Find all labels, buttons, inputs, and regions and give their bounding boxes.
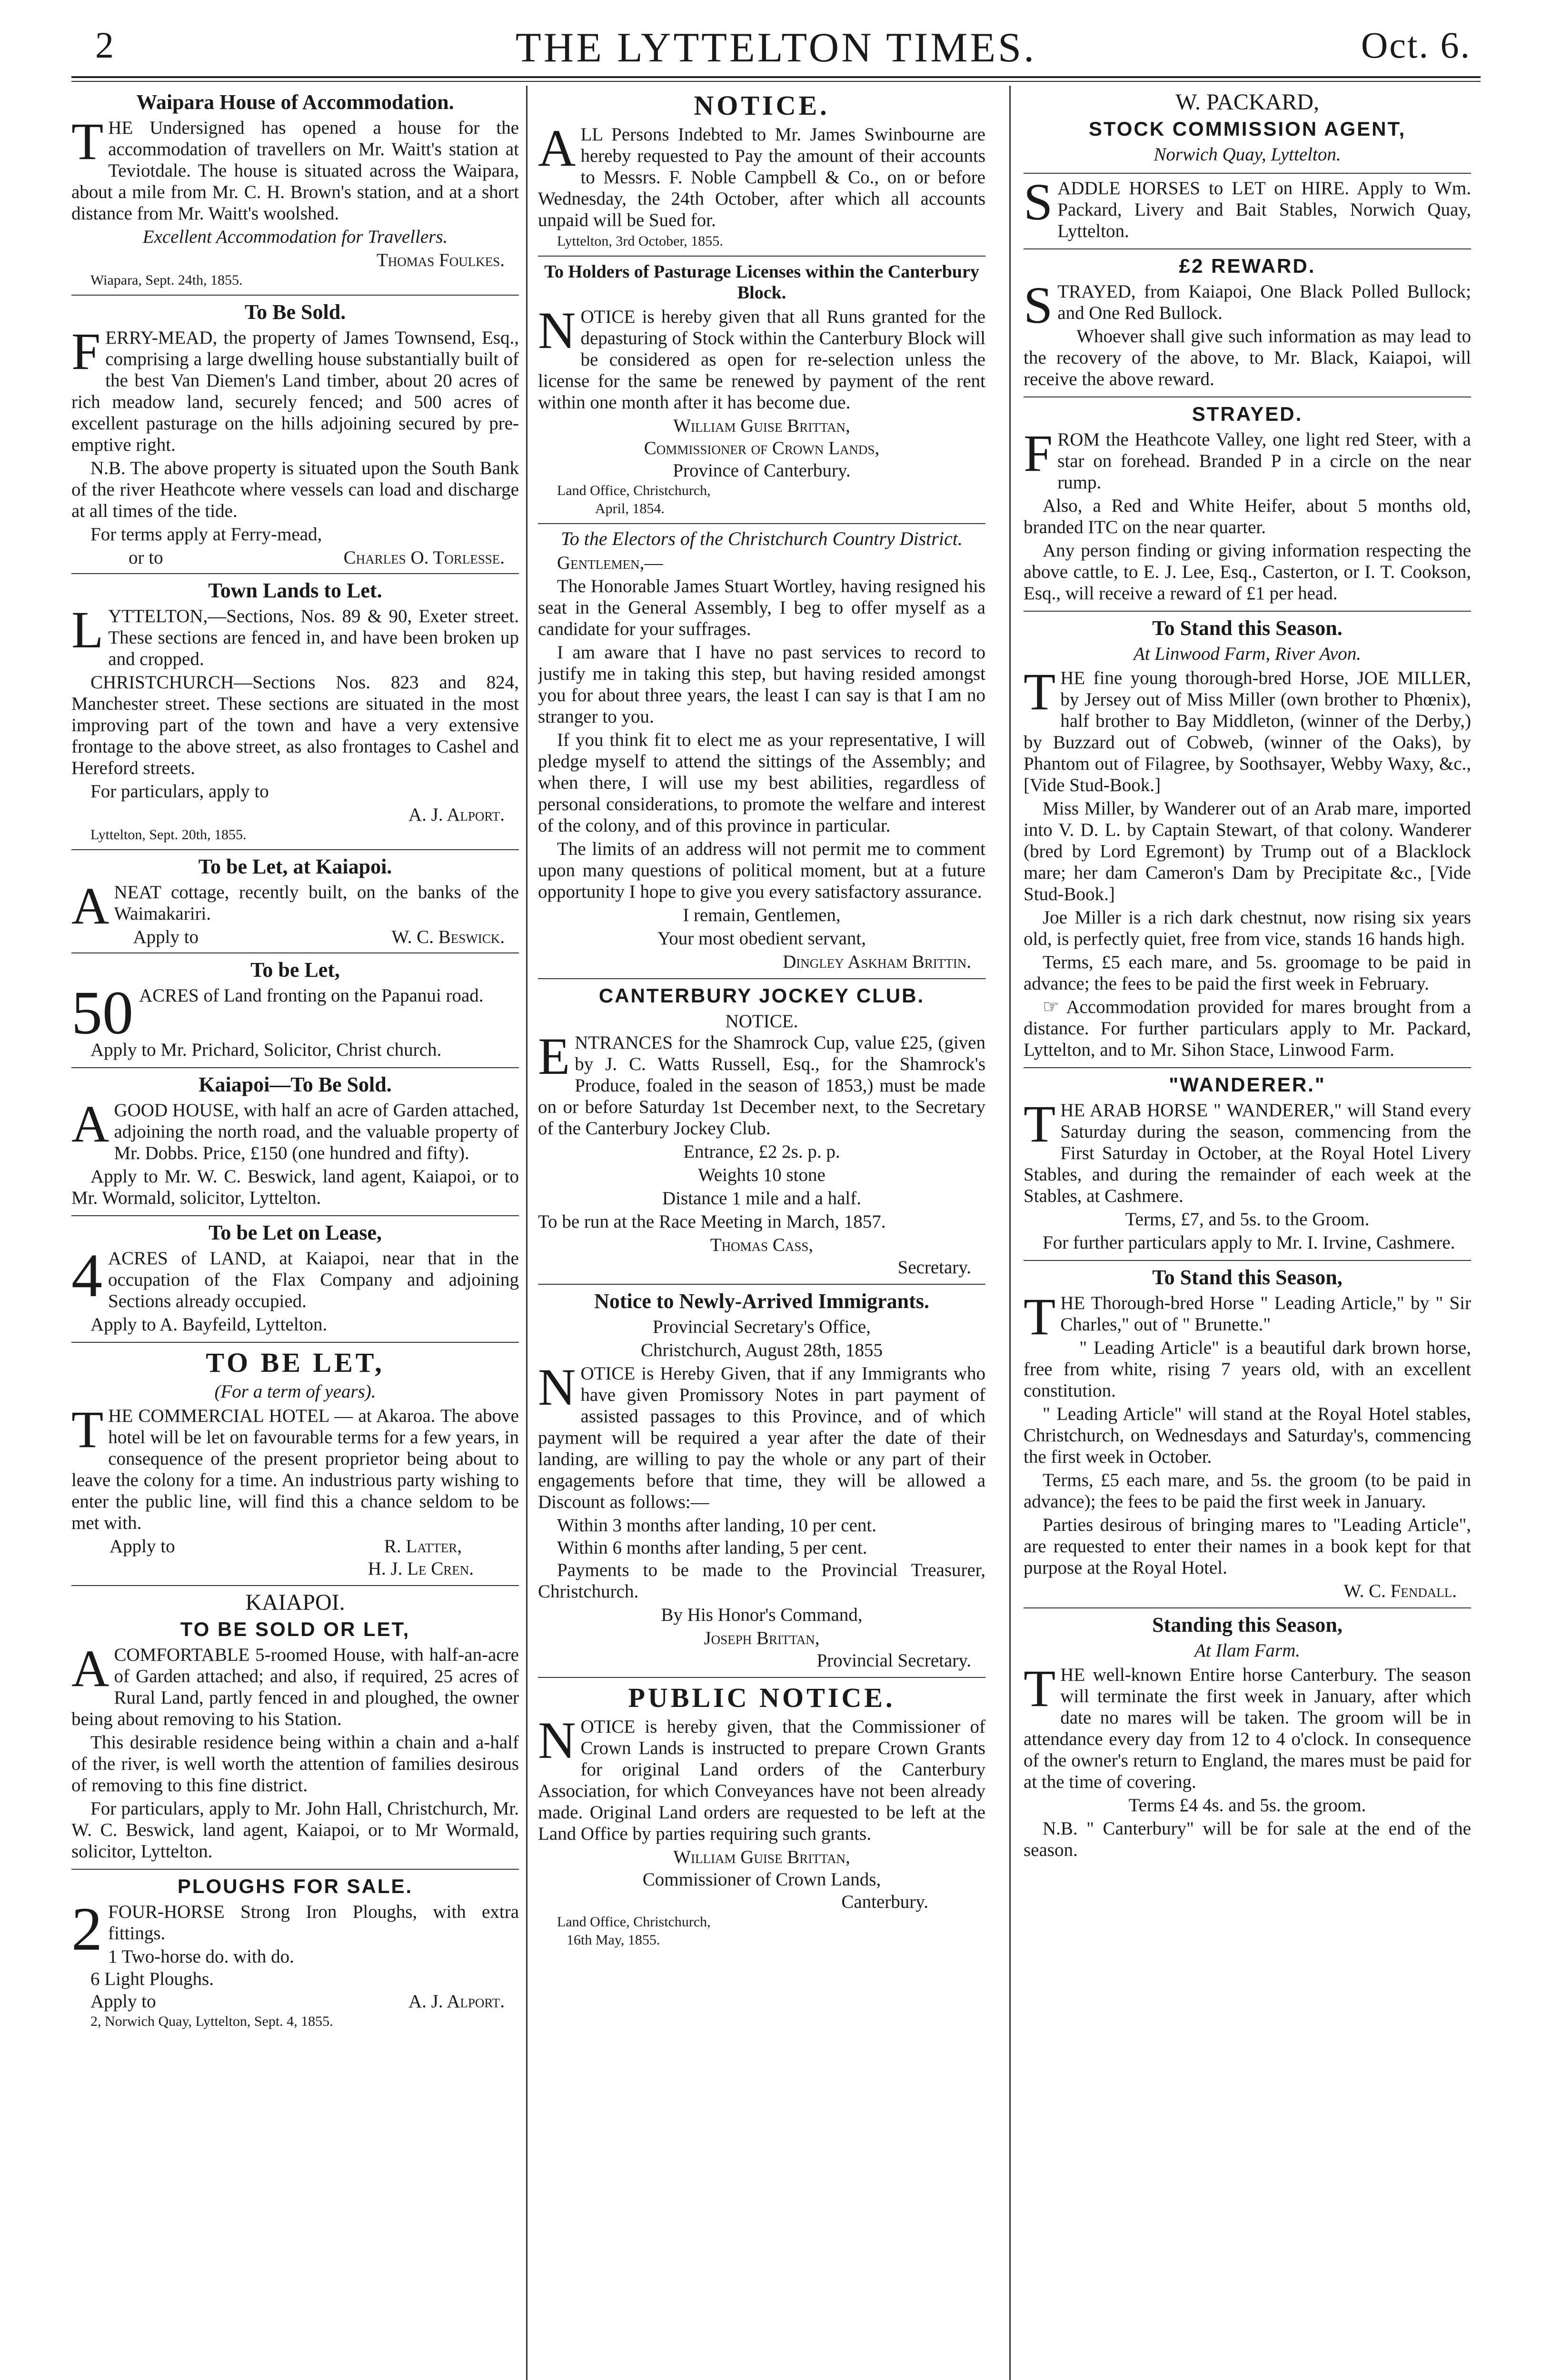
ad-payments: Payments to be made to the Provincial Treasurer, Christchurch. bbox=[538, 1560, 985, 1602]
ad-role: STOCK COMMISSION AGENT, bbox=[1088, 118, 1406, 140]
ad-title: To Stand this Season, bbox=[1152, 1266, 1343, 1289]
ad-wanderer bbox=[1024, 1068, 1471, 1261]
column-divider bbox=[526, 86, 527, 2380]
ad-apply: Apply to Mr. W. C. Beswick, land agent, Kaiapoi, or to Mr. Wormald, solicitor, Lyttelton. bbox=[71, 1166, 519, 1208]
ad-electors-address bbox=[538, 524, 985, 979]
ad-signature: A. J. Alport. bbox=[408, 804, 505, 825]
ad-body: NTRANCES for the Shamrock Cup, value £25, (given by J. C. Watts Russell, Esq., for the Shamrock's Produce, foaled in the season of 1853,) must be made on or before Saturday 1st December next, to the Secretary of the Canterbury Jockey Club. bbox=[538, 1032, 985, 1139]
ad-particulars: For particulars, apply to bbox=[90, 781, 269, 802]
ad-body: COMFORTABLE 5-roomed House, with half-an-acre of Garden attached; and also, if required, 25 acres of Rural Land, partly fenced in and ploughed, the owner being about removing to his Station. bbox=[71, 1645, 519, 1729]
ad-dateline: Lyttelton, 3rd October, 1855. bbox=[557, 233, 723, 249]
drop-cap: N bbox=[538, 301, 576, 359]
ad-canterbury-horse bbox=[1024, 1608, 1471, 1867]
page-number: 2 bbox=[95, 24, 114, 66]
ad-saddle-horses bbox=[1024, 174, 1471, 249]
drop-cap: N bbox=[538, 1358, 576, 1416]
ad-body: TRAYED, from Kaiapoi, One Black Polled Bullock; and One Red Bullock. bbox=[1057, 281, 1471, 323]
ad-name: W. PACKARD, bbox=[1175, 89, 1319, 115]
ad-closing: I remain, Gentlemen, bbox=[683, 905, 841, 925]
ad-fifty-acres bbox=[71, 953, 519, 1068]
ad-weights: Weights 10 stone bbox=[698, 1165, 826, 1185]
ad-body: OTICE is Hereby Given, that if any Immigrants who have given Promissory Notes in part payment of assisted passages to this Province, and of which payment will be required a year after the date of their landing, are willing to pay the whole or any part of their engagements before that time, they will be allowed a Discount as follows:— bbox=[538, 1363, 985, 1512]
ad-body: ACRES of LAND, at Kaiapoi, near that in the occupation of the Flax Company and adjoining Sections already occupied. bbox=[108, 1248, 519, 1311]
drop-cap: T bbox=[71, 1400, 104, 1458]
ad-commercial-hotel bbox=[71, 1343, 519, 1586]
drop-cap: E bbox=[538, 1027, 570, 1085]
ad-signature: Thomas Foulkes. bbox=[376, 250, 505, 270]
ad-signature: Joseph Brittan, bbox=[704, 1628, 820, 1648]
ad-kaiapoi-cottage bbox=[71, 850, 519, 953]
ad-title: PUBLIC NOTICE. bbox=[628, 1682, 895, 1713]
ad-title: "WANDERER." bbox=[1169, 1073, 1326, 1096]
drop-cap: T bbox=[1024, 1095, 1056, 1153]
ad-title: NOTICE. bbox=[694, 90, 830, 121]
ad-body: HE COMMERCIAL HOTEL — at Akaroa. The above hotel will be let on favourable terms for a few years, in consequence of the present proprietor being about to leave the colony for a time. An industrious party wishing to enter the public line, will find this a chance seldom to be met with. bbox=[71, 1406, 519, 1533]
masthead-rule-thin bbox=[71, 81, 1481, 82]
column-2 bbox=[538, 86, 985, 2380]
drop-cap: 4 bbox=[71, 1241, 102, 1310]
ad-particulars: For particulars, apply to Mr. John Hall, Christchurch, Mr. W. C. Beswick, land agent, Kaiapoi, or to Mr Wormald, solicitor, Lyttelton. bbox=[71, 1798, 519, 1862]
ad-kaiapoi-sale bbox=[71, 1586, 519, 1870]
ad-body: HE well-known Entire horse Canterbury. The season will terminate the first week in January, after which date no mares will be taken. The groom will be in attendance every day from 12 to 4 o'clock. In consequence of the owner's return to England, the mares must be paid for at the time of covering. bbox=[1024, 1665, 1471, 1792]
ad-dateline: Lyttelton, Sept. 20th, 1855. bbox=[90, 827, 247, 843]
ad-lease bbox=[71, 1216, 519, 1343]
ad-subtitle: NOTICE. bbox=[725, 1011, 798, 1031]
ad-dateline-2: April, 1854. bbox=[595, 501, 665, 516]
ad-title: STRAYED. bbox=[1192, 403, 1303, 425]
ad-note: N.B. " Canterbury" will be for sale at the end of the season. bbox=[1024, 1818, 1471, 1860]
masthead-rule bbox=[71, 76, 1481, 78]
ad-body: ERRY-MEAD, the property of James Townsend, Esq., comprising a large dwelling house substantially built of the best Van Diemen's Land timber, about 20 acres of rich meadow land, securely fenced; and 500 acres of excellent pasturage on the hills adjoining secured by pre-emptive right. bbox=[71, 327, 519, 455]
drop-cap: 2 bbox=[71, 1895, 102, 1964]
ad-title: To be Let on Lease, bbox=[209, 1221, 382, 1244]
ad-subtitle: At Linwood Farm, River Avon. bbox=[1133, 644, 1362, 664]
ad-public-notice bbox=[538, 1678, 985, 1954]
ad-subtitle: TO BE SOLD OR LET, bbox=[180, 1618, 410, 1640]
ad-office: Provincial Secretary's Office, bbox=[653, 1317, 871, 1337]
ad-title: £2 REWARD. bbox=[1179, 255, 1316, 277]
ad-dateline: Land Office, Christchurch, bbox=[557, 483, 711, 498]
drop-cap: L bbox=[71, 601, 104, 659]
ad-title: Kaiapoi—To Be Sold. bbox=[199, 1073, 392, 1096]
ad-dateline: Wiapara, Sept. 24th, 1855. bbox=[90, 272, 243, 288]
ad-joe-miller bbox=[1024, 612, 1471, 1068]
ad-subtitle: (For a term of years). bbox=[214, 1381, 376, 1402]
ad-ploughs bbox=[71, 1870, 519, 2036]
drop-cap: S bbox=[1024, 276, 1053, 334]
ad-closing-2: Your most obedient servant, bbox=[657, 928, 866, 949]
ad-leading-article bbox=[1024, 1261, 1471, 1608]
column-1 bbox=[71, 86, 519, 2380]
ad-signature-3: Canterbury. bbox=[841, 1892, 928, 1912]
ad-further: For further particulars apply to Mr. I. Irvine, Cashmere. bbox=[1043, 1232, 1455, 1253]
ad-terms: For terms apply at Ferry-mead, bbox=[90, 524, 322, 545]
ad-pasturage-licenses bbox=[538, 257, 985, 524]
ad-line: 6 Light Ploughs. bbox=[90, 1969, 214, 1989]
ad-title: To Be Sold. bbox=[244, 300, 346, 324]
drop-cap: T bbox=[1024, 1659, 1056, 1717]
ad-signature: A. J. Alport. bbox=[408, 1991, 505, 2012]
ad-title: To be Let, at Kaiapoi. bbox=[198, 855, 392, 878]
ad-entrance: Entrance, £2 2s. p. p. bbox=[683, 1141, 840, 1162]
ad-body: YTTELTON,—Sections, Nos. 89 & 90, Exeter street. These sections are fenced in, and have been broken up and cropped. bbox=[108, 606, 519, 669]
ad-distance: Distance 1 mile and a half. bbox=[662, 1188, 861, 1209]
ad-reward bbox=[1024, 249, 1471, 397]
ad-title: Standing this Season, bbox=[1152, 1613, 1343, 1636]
ad-body: HE fine young thorough-bred Horse, JOE MILLER, by Jersey out of Miss Miller (own brother to Phœnix), half brother to Bay Middleton, (winner of the Derby,) by Buzzard out of Cobweb, (winner of the Oaks), by Phantom out of Filagree, by Soothsayer, Webby Waxy, &c., [Vide Stud-Book.] bbox=[1024, 668, 1471, 795]
ad-title: To the Electors of the Christchurch Country District. bbox=[561, 528, 963, 549]
ad-salutation: Gentlemen,— bbox=[557, 553, 663, 573]
ad-body: OTICE is hereby given, that the Commissioner of Crown Lands is instructed to prepare Crown Grants for original Land orders of the Canterbury Association, for which Conveyances have not been already made. Original Land orders are requested to be left at the Land Office by parties requiring such grants. bbox=[538, 1716, 985, 1844]
ad-signature-2: H. J. Le Cren. bbox=[368, 1558, 474, 1579]
ad-body-2: Also, a Red and White Heifer, about 5 months old, branded ITC on the near quarter. bbox=[1024, 496, 1471, 537]
ad-body-4: Terms, £5 each mare, and 5s. groomage to be paid in advance; the fees to be paid the first week in February. bbox=[1024, 952, 1471, 994]
drop-cap: S bbox=[1024, 173, 1053, 231]
ad-signature: R. Latter, bbox=[384, 1536, 462, 1557]
ad-dateline: 2, Norwich Quay, Lyttelton, Sept. 4, 1855. bbox=[90, 2013, 333, 2029]
ad-title: CANTERBURY JOCKEY CLUB. bbox=[598, 984, 925, 1007]
ad-title: To Holders of Pasturage Licenses within the Canterbury Block. bbox=[544, 262, 979, 303]
drop-cap: F bbox=[1024, 424, 1053, 482]
drop-cap: T bbox=[1024, 663, 1056, 721]
ad-subtitle: At Ilam Farm. bbox=[1194, 1640, 1301, 1661]
ad-signature-2: Commissioner of Crown Lands, bbox=[644, 438, 880, 458]
ad-apply: Apply to bbox=[109, 1536, 175, 1557]
ad-town-lands bbox=[71, 574, 519, 850]
drop-cap: A bbox=[71, 877, 109, 935]
ad-body-3: " Leading Article" will stand at the Royal Hotel stables, Christchurch, on Wednesdays and Saturday's, commencing the first week in October. bbox=[1024, 1404, 1471, 1467]
ad-body-4: Terms, £5 each mare, and 5s. the groom (to be paid in advance); the fees to be paid the first week in January. bbox=[1024, 1470, 1471, 1512]
ad-body-3: Joe Miller is a rich dark chestnut, now rising six years old, is perfectly quiet, free from vice, stands 16 hands high. bbox=[1024, 907, 1471, 949]
ad-paragraph: If you think fit to elect me as your representative, I will pledge myself to attend the sittings of the Assembly; and when there, I will use my best abilities, regardless of personal considerations, to promote the welfare and interest of the colony, and of this province in particular. bbox=[538, 730, 985, 836]
ad-apply: Apply to bbox=[133, 927, 199, 947]
drop-cap: N bbox=[538, 1711, 576, 1769]
ad-body: HE Undersigned has opened a house for the accommodation of travellers on Mr. Waitt's station at Teviotdale. The house is situated across the Waipara, about a mile from Mr. C. H. Brown's station, and at a short distance from Mr. Waitt's woolshed. bbox=[71, 118, 519, 224]
column-3 bbox=[1024, 86, 1471, 2380]
ad-title: To Stand this Season. bbox=[1152, 616, 1343, 640]
ad-signature: Thomas Cass, bbox=[710, 1235, 814, 1255]
ad-signature: William Guise Brittan, bbox=[673, 1847, 850, 1867]
ad-signature: W. C. Beswick. bbox=[391, 927, 505, 947]
ad-note: N.B. The above property is situated upon the South Bank of the river Heathcote where vessels can load and discharge at all times of the tide. bbox=[71, 458, 519, 521]
ad-date: Christchurch, August 28th, 1855 bbox=[640, 1340, 883, 1360]
ad-terms: Terms, £7, and 5s. to the Groom. bbox=[1125, 1209, 1370, 1230]
ad-body-2: " Leading Article" is a beautiful dark brown horse, free from white, rising 7 years old, with an excellent constitution. bbox=[1024, 1338, 1471, 1401]
ad-body: OTICE is hereby given that all Runs granted for the depasturing of Stock within the Canterbury Block will be considered as open for re-selection unless the license for the same be renewed by payment of the rent within one month after it has become due. bbox=[538, 307, 985, 413]
ad-apply: Apply to A. Bayfeild, Lyttelton. bbox=[90, 1314, 328, 1335]
ad-body: HE ARAB HORSE " WANDERER," will Stand every Saturday during the season, commencing from the First Saturday in October, at the Royal Hotel Livery Stables, and during the remainder of each week at the Stables, at Cashmere. bbox=[1024, 1100, 1471, 1206]
ad-run: To be run at the Race Meeting in March, 1857. bbox=[538, 1211, 886, 1232]
ad-body-2: Whoever shall give such information as may lead to the recovery of the above, to Mr. Black, Kaiapoi, will receive the above reward. bbox=[1024, 326, 1471, 389]
ad-line: 1 Two-horse do. with do. bbox=[108, 1946, 294, 1967]
ad-command: By His Honor's Command, bbox=[661, 1605, 863, 1625]
drop-cap: T bbox=[1024, 1288, 1056, 1346]
ad-dateline-2: 16th May, 1855. bbox=[567, 1932, 660, 1948]
drop-cap: A bbox=[71, 1639, 109, 1697]
ad-paragraph: The Honorable James Stuart Wortley, having resigned his seat in the General Assembly, I beg to offer myself as a candidate for your suffrages. bbox=[538, 576, 985, 639]
masthead bbox=[71, 19, 1481, 76]
ad-body: LL Persons Indebted to Mr. James Swinbourne are hereby requested to Pay the amount of their accounts to Messrs. F. Noble Campbell & Co., on or before Wednesday, the 24th October, after which all accounts unpaid will be Sued for. bbox=[538, 124, 985, 230]
ad-title: KAIAPOI. bbox=[245, 1590, 345, 1615]
ad-body-2: CHRISTCHURCH—Sections Nos. 823 and 824, Manchester street. These sections are situated in the most improving part of the town and have a very extensive frontage to the above street, as also frontages to Cashel and Hereford streets. bbox=[71, 672, 519, 778]
ad-apply: Apply to Mr. Prichard, Solicitor, Christ church. bbox=[90, 1040, 442, 1060]
ad-title: PLOUGHS FOR SALE. bbox=[177, 1875, 413, 1897]
ad-title: Waipara House of Accommodation. bbox=[136, 90, 454, 114]
ad-title: TO BE LET, bbox=[206, 1347, 385, 1378]
ad-paragraph: The limits of an address will not permit me to comment upon many questions of political moment, but at a future opportunity I hope to give you every satisfactory assurance. bbox=[538, 839, 985, 902]
ad-body: ADDLE HORSES to LET on HIRE. Apply to Wm. Packard, Livery and Bait Stables, Norwich Quay, Lyttelton. bbox=[1057, 178, 1471, 241]
drop-cap: A bbox=[538, 119, 576, 177]
ad-signature-2: Secretary. bbox=[897, 1257, 971, 1278]
ad-body-5: Parties desirous of bringing mares to "Leading Article", are requested to enter their names in a book kept for that purpose at the Royal Hotel. bbox=[1024, 1515, 1471, 1578]
drop-cap: 50 bbox=[71, 979, 133, 1047]
ad-or-to: or to bbox=[129, 547, 163, 568]
ad-body: NEAT cottage, recently built, on the banks of the Waimakariri. bbox=[114, 882, 519, 924]
ad-apply: Apply to bbox=[90, 1991, 156, 2012]
ad-signature-2: Provincial Secretary. bbox=[816, 1650, 971, 1671]
ad-body-3: Any person finding or giving information respecting the above cattle, to E. J. Lee, Esq., Casterton, or I. T. Cookson, Esq., will receive a reward of £1 per head. bbox=[1024, 540, 1471, 604]
ad-paragraph: I am aware that I have no past services to record to justify me in taking this step, but having resided amongst you for about three years, the least I can say is that I am no stranger to you. bbox=[538, 642, 985, 727]
ad-title: To be Let, bbox=[250, 958, 340, 982]
ad-signature-3: Province of Canterbury. bbox=[673, 460, 851, 481]
ad-tagline: Excellent Accommodation for Travellers. bbox=[142, 227, 448, 247]
ad-body: GOOD HOUSE, with half an acre of Garden attached, adjoining the north road, and the valuable property of Mr. Dobbs. Price, £150 (one hundred and fifty). bbox=[114, 1100, 519, 1163]
drop-cap: T bbox=[71, 112, 104, 170]
ad-list-item: Within 3 months after landing, 10 per cent. bbox=[557, 1515, 877, 1536]
ad-strayed bbox=[1024, 397, 1471, 612]
column-divider bbox=[1009, 86, 1011, 2380]
ad-kaiapoi-house bbox=[71, 1068, 519, 1216]
ad-signature: W. C. Fendall. bbox=[1343, 1581, 1457, 1601]
ad-address: Norwich Quay, Lyttelton. bbox=[1154, 144, 1341, 165]
ad-body: ROM the Heathcote Valley, one light red Steer, with a star on forehead. Branded P in a circle on the near rump. bbox=[1057, 429, 1471, 493]
ad-terms: Terms £4 4s. and 5s. the groom. bbox=[1128, 1795, 1366, 1815]
ad-signature: William Guise Brittan, bbox=[673, 416, 850, 436]
ad-immigrants bbox=[538, 1285, 985, 1678]
ad-body-5: ☞ Accommodation provided for mares brought from a distance. For further particulars apply to Mr. Packard, Lyttelton, and to Mr. Sihon Stace, Linwood Farm. bbox=[1024, 997, 1471, 1060]
ad-list-item: Within 6 months after landing, 5 per cent. bbox=[557, 1537, 867, 1558]
ad-title: Town Lands to Let. bbox=[208, 579, 382, 602]
ad-dateline: Land Office, Christchurch, bbox=[557, 1914, 711, 1930]
ad-body: HE Thorough-bred Horse " Leading Article," by " Sir Charles," out of " Brunette." bbox=[1060, 1293, 1471, 1335]
ad-packard bbox=[1024, 86, 1471, 174]
ad-waipara-house bbox=[71, 86, 519, 296]
ad-signature: Dingley Askham Brittin. bbox=[783, 952, 971, 972]
ad-title: Notice to Newly-Arrived Immigrants. bbox=[594, 1289, 929, 1313]
drop-cap: A bbox=[71, 1095, 109, 1153]
ad-body: FOUR-HORSE Strong Iron Ploughs, with extra fittings. bbox=[108, 1902, 519, 1944]
ad-signature: Charles O. Torlesse. bbox=[343, 547, 505, 568]
ad-notice-swinbourne bbox=[538, 86, 985, 257]
ad-body: ACRES of Land fronting on the Papanui road. bbox=[139, 985, 484, 1006]
newspaper-title: THE LYTTELTON TIMES. bbox=[515, 25, 1037, 71]
ad-body-2: This desirable residence being within a chain and a-half of the river, is well worth the attention of families desirous of removing to this fine district. bbox=[71, 1732, 519, 1795]
drop-cap: F bbox=[71, 322, 101, 380]
ad-body-2: Miss Miller, by Wanderer out of an Arab mare, imported into V. D. L. by Captain Stewart, of that colony. Wanderer (bred by Lord Egremont) by Trump out of a Blacklock mare; her dam Cameron's Dam by Precipitate &c., [Vide Stud-Book.] bbox=[1024, 798, 1471, 904]
ad-ferry-mead bbox=[71, 296, 519, 574]
ad-signature-2: Commissioner of Crown Lands, bbox=[642, 1869, 881, 1890]
ad-jockey-club bbox=[538, 979, 985, 1285]
issue-date: Oct. 6. bbox=[1361, 24, 1471, 66]
